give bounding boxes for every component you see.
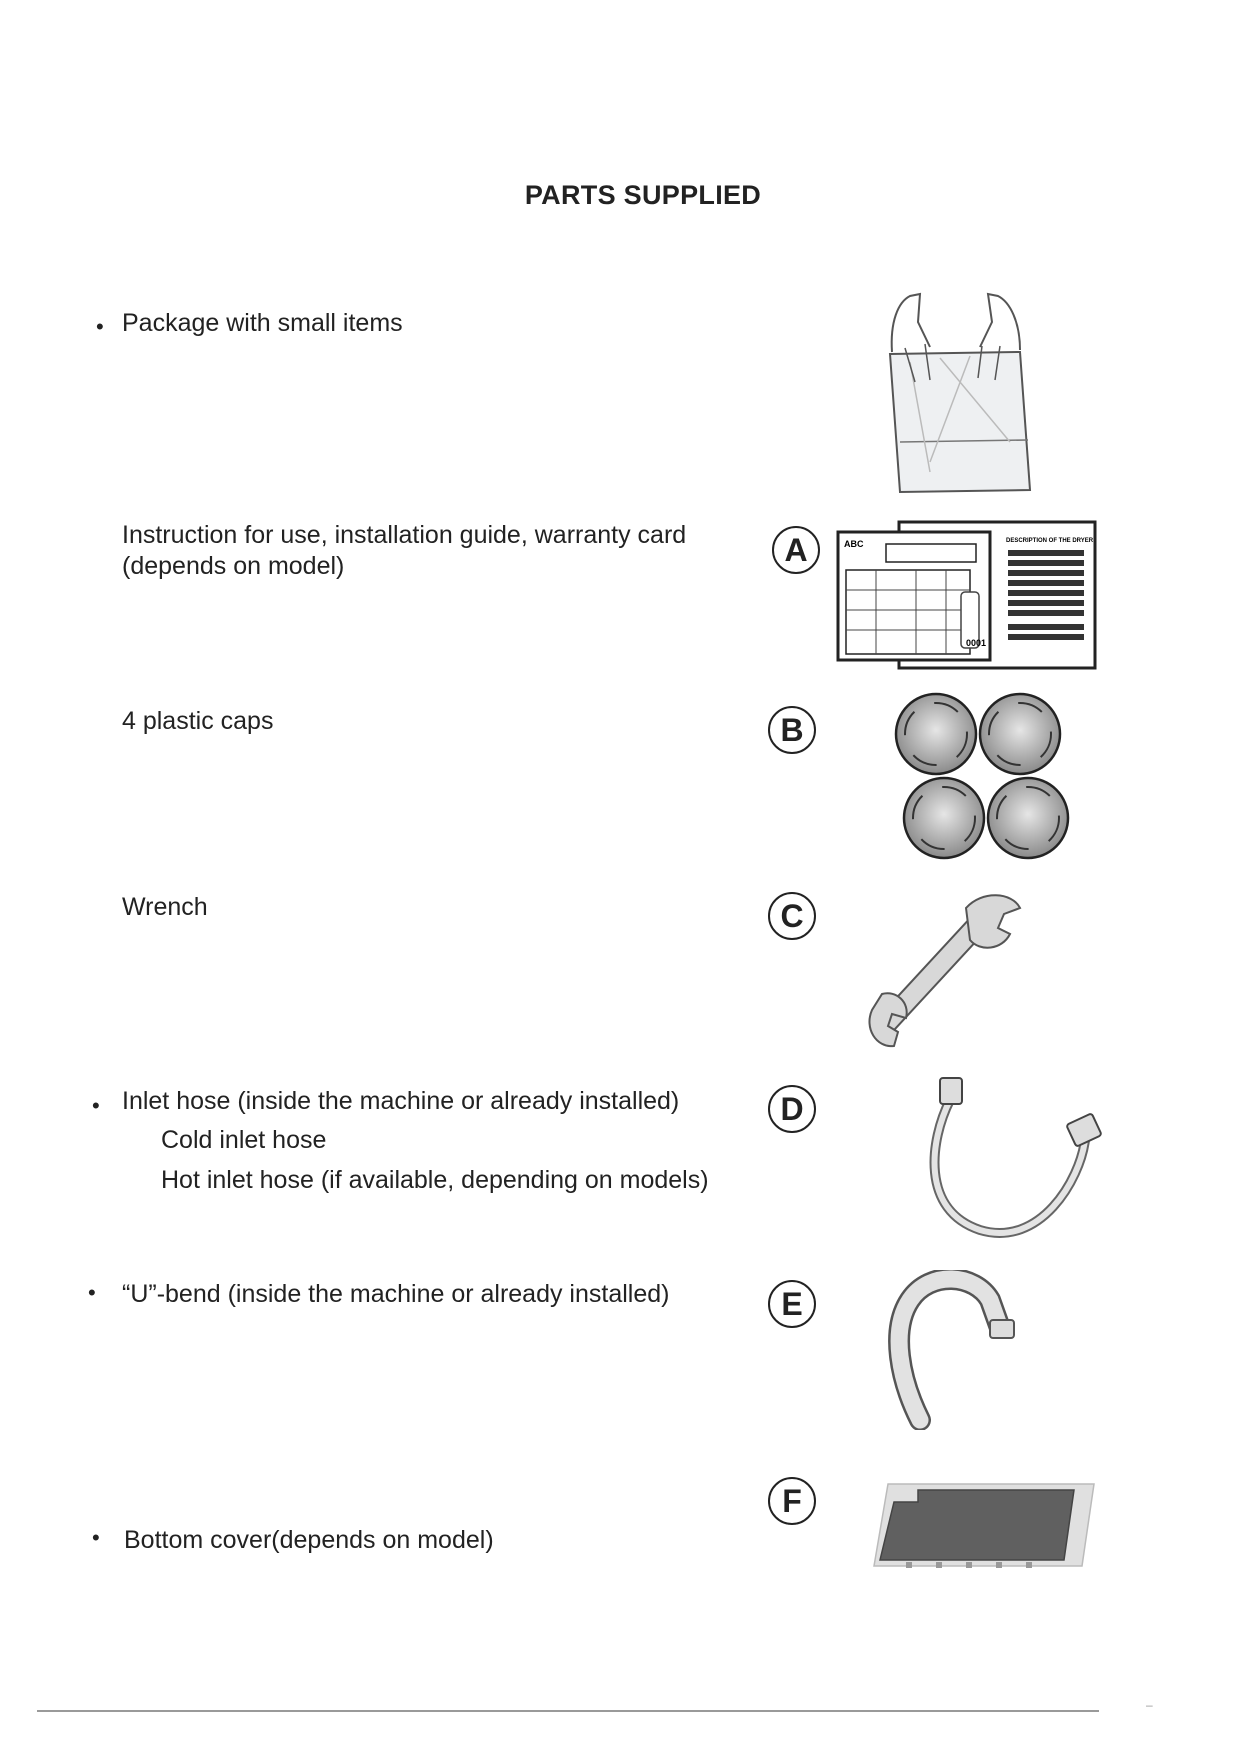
item-b-text: 4 plastic caps	[122, 707, 274, 735]
page-number: –	[1146, 1698, 1153, 1712]
inlet-hose-illustration	[890, 1070, 1115, 1250]
manual-documents-illustration	[836, 520, 1098, 672]
item-c-text: Wrench	[122, 893, 208, 921]
manual-desc-label: DESCRIPTION OF THE DRYER	[1006, 538, 1094, 544]
package-bag-illustration	[870, 292, 1045, 497]
plastic-caps-illustration	[892, 692, 1092, 862]
item-a-text-line1: Instruction for use, installation guide, warranty card	[122, 521, 687, 549]
footer-divider	[37, 1710, 1099, 1712]
bullet: •	[92, 1093, 100, 1118]
badge-d: D	[768, 1085, 816, 1133]
item-d-text: Inlet hose (inside the machine or already installed)	[122, 1087, 680, 1115]
item-d-hot-hose: Hot inlet hose (if available, depending on models)	[161, 1166, 709, 1194]
badge-f: F	[768, 1477, 816, 1525]
bullet: •	[96, 314, 104, 339]
badge-a: A	[772, 526, 820, 574]
badge-b: B	[768, 706, 816, 754]
bottom-cover-illustration	[866, 1476, 1098, 1572]
item-package-text: Package with small items	[122, 309, 403, 337]
bullet: •	[92, 1525, 100, 1550]
u-bend-illustration	[880, 1270, 1020, 1430]
item-d-cold-hose: Cold inlet hose	[161, 1126, 327, 1154]
bullet: •	[88, 1280, 96, 1305]
manual-abc-label: ABC	[844, 539, 864, 549]
manual-number-label: 0001	[966, 638, 987, 648]
badge-e: E	[768, 1280, 816, 1328]
item-e-text: “U”-bend (inside the machine or already installed)	[122, 1280, 670, 1308]
item-a-text-line2: (depends on model)	[122, 552, 345, 580]
page-title: PARTS SUPPLIED	[524, 180, 762, 210]
wrench-illustration	[862, 890, 1032, 1050]
item-f-text: Bottom cover(depends on model)	[124, 1526, 494, 1554]
badge-c: C	[768, 892, 816, 940]
